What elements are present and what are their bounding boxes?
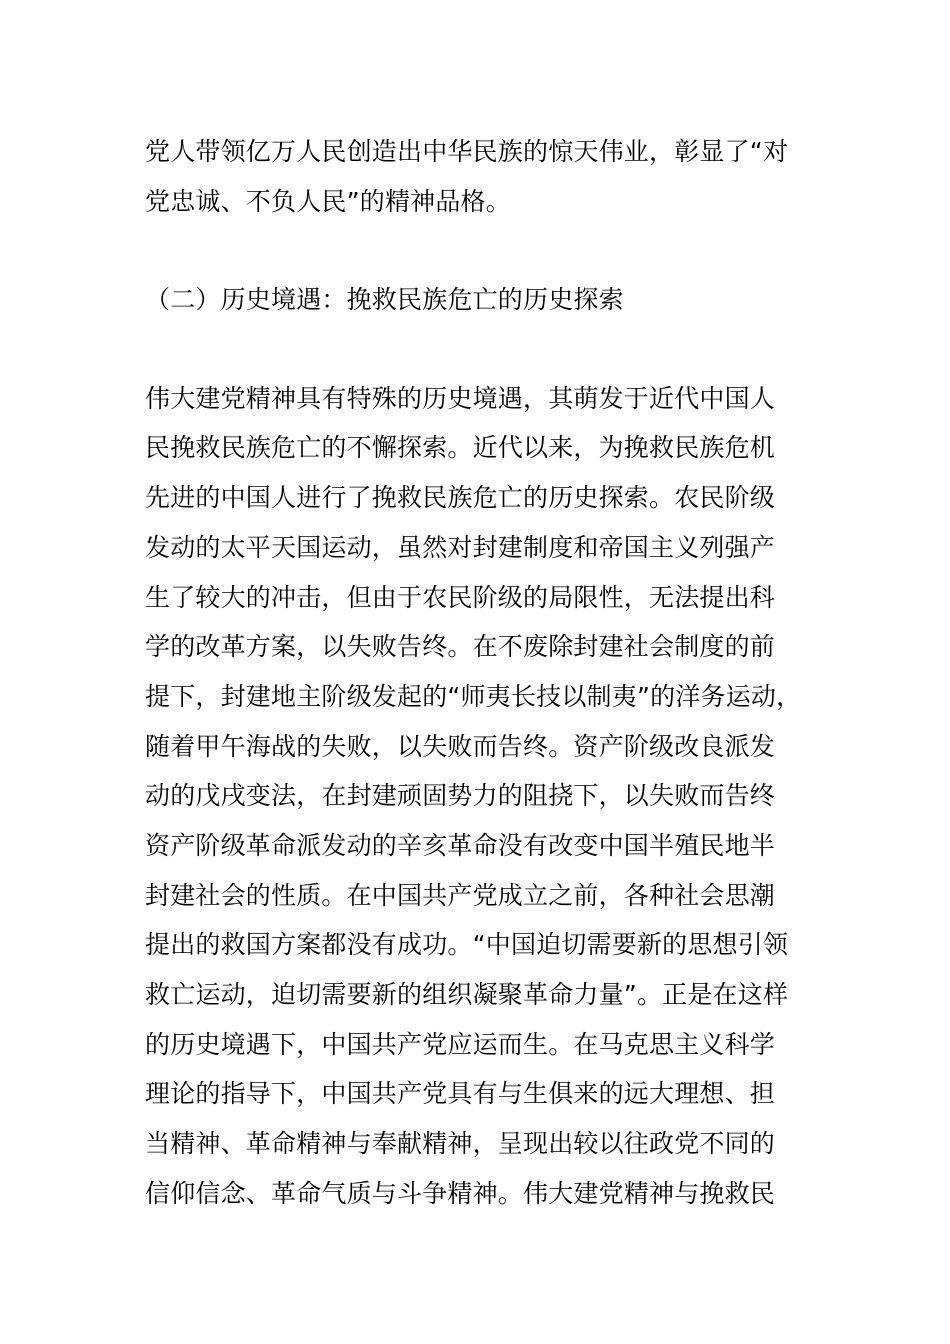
paragraph-line: 党人带领亿万人民创造出中华民族的惊天伟业，彰显了“对 (145, 137, 789, 166)
paragraph-line: 先进的中国人进行了挽救民族危亡的历史探索。农民阶级 (145, 483, 776, 512)
paragraph-line: 伟大建党精神具有特殊的历史境遇，其萌发于近代中国人 (145, 384, 776, 413)
paragraph-line: 当精神、革命精神与奉献精神，呈现出较以往政党不同的 (145, 1129, 776, 1158)
paragraph-line: 党忠诚、不负人民”的精神品格。 (145, 187, 511, 216)
paragraph-line: 封建社会的性质。在中国共产党成立之前，各种社会思潮 (145, 881, 776, 910)
paragraph-line: 随着甲午海战的失败，以失败而告终。资产阶级改良派发 (145, 732, 776, 761)
paragraph-line: 提出的救国方案都没有成功。“中国迫切需要新的思想引领 (145, 930, 789, 959)
paragraph-line: 理论的指导下，中国共产党具有与生俱来的远大理想、担 (145, 1079, 776, 1108)
paragraph-line: 的历史境遇下，中国共产党应运而生。在马克思主义科学 (145, 1030, 776, 1059)
paragraph-line: 提下，封建地主阶级发起的“师夷长技以制夷”的洋务运动， (145, 682, 802, 711)
paragraph-line: 学的改革方案，以失败告终。在不废除封建社会制度的前 (145, 632, 776, 661)
paragraph-line: 资产阶级革命派发动的辛亥革命没有改变中国半殖民地半 (145, 831, 776, 860)
paragraph-line: 生了较大的冲击，但由于农民阶级的局限性，无法提出科 (145, 583, 776, 612)
paragraph-line: 动的戊戌变法，在封建顽固势力的阻挠下，以失败而告终 (145, 781, 776, 810)
paragraph-line: 救亡运动，迫切需要新的组织凝聚革命力量”。正是在这样 (145, 980, 789, 1009)
paragraph-line: 民挽救民族危亡的不懈探索。近代以来，为挽救民族危机 (145, 433, 776, 462)
paragraph-line: 信仰信念、革命气质与斗争精神。伟大建党精神与挽救民 (145, 1179, 776, 1208)
section-heading: （二）历史境遇：挽救民族危亡的历史探索 (145, 285, 624, 314)
paragraph-line: 发动的太平天国运动，虽然对封建制度和帝国主义列强产 (145, 533, 776, 562)
